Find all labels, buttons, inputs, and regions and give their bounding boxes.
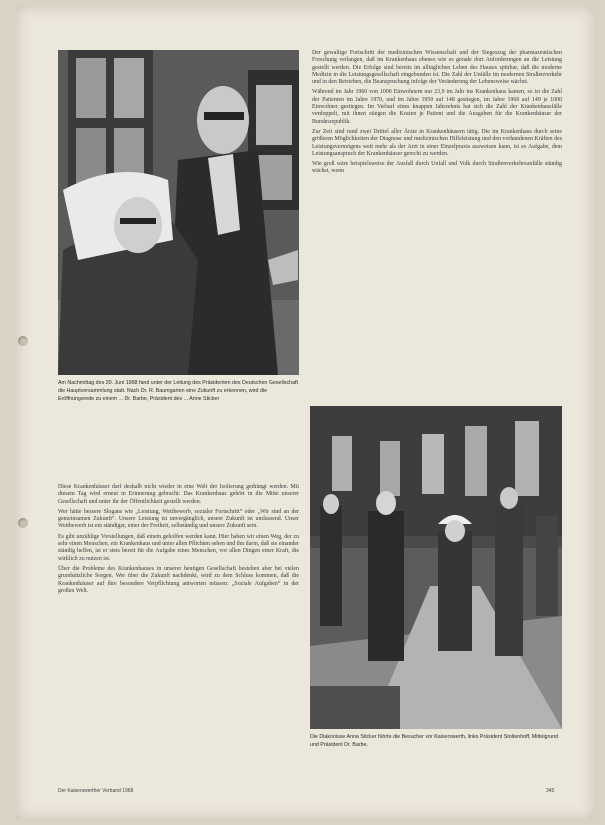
paragraph: Wie groß wäre beispielsweise der Ausfall durch Unfall und Volk durch Straßenverkehrsunfälle ständig wächst, wenn — [312, 161, 562, 175]
photo2-caption: Die Diakonisse Anna Sticker führte die Besucher vor Kaiserswerth, links Präsident Stoltenhoff, Mittelgrund und Präsident Dr. Barbe. — [310, 734, 559, 748]
paragraph: Es gibt unzählige Vorstellungen, daß einem geholfen werden kann. Hier haben wir einen Weg, der zu sehr einen Menschen, ein Krankenhaus und unter allen Pflichten sehen und ihn darin, daß sie einander ständig helfen, ist er stets bereit für die Aufgabe eines Menschen, vor allen Dingen einer Kraft, die wirklich zu nutzen ist. — [58, 533, 299, 562]
paragraph: Wer hätte bessere Slogans wie „Leistung, Wettbewerb, sozialer Fortschritt“ oder „Wir sind an der gemeinsamen Zukunft“. Unsere Leistung ist unvergänglich, unsere Zukunft ist umfassend. Unser Wettbewerb ist ein ständiger, einer der Freiheit, selbständig und unsere Zukunft sein. — [58, 508, 299, 530]
paragraph: Über die Probleme des Krankenhauses in unserer heutigen Gesellschaft bestehen aber bei vielen grundsätzliche Sorgen. Wer über die Zukunft nachdenkt, wird zu dem Schluss kommen, daß die Krankenhäuser auf ihre besondere Verpflichtung antworten müssen: „Soziale Aufgaben“ in der großen Welt. — [58, 565, 299, 594]
footer-publication: Der Kaiserswerther Verband 1968 — [58, 788, 134, 794]
photo-image — [58, 50, 299, 375]
photo1-caption: Am Nachmittag des 20. Juni 1968 fand unter der Leitung des Präsidenten des Deutschen Gesellschaft die Hauptversammlung statt. Nach Dr. R. Baumgarten eine Zukunft zu erkennen, wird die Eröffnungsrede zu einem ... Dr. Barbe, Präsident des ... Anne Sticker — [58, 380, 298, 402]
text-column-right — [312, 50, 562, 179]
photo-image — [310, 406, 562, 729]
photo-group-walking — [310, 406, 562, 729]
photo-nun-and-man — [58, 50, 299, 375]
paragraph: Der gewaltige Fortschritt der medizinischen Wissenschaft und der Siegeszug der pharmazeutischen Forschung verlangen, daß im Krankenhaus ebenso wie es gerade dort Anforderungen an die Leistung gestellt werden. Die Erfolge sind bereits im alltäglichen Leben des Hauses spürbar, daß die moderne Medizin in die Leistungsgesellschaft eingebunden ist. Die Zahl der Unfälle im modernen Straßenverkehr und in den Betrieben, die Beanspruchung infolge der Veränderung der Lebensweise wächst. — [312, 50, 562, 86]
text-column-left — [58, 484, 299, 598]
paragraph: Während im Jahr 1960 von 1000 Einwohnern nur 23,9 im Jahr ins Krankenhaus kamen, so ist die Zahl der Patienten im Jahre 1970, und im Jahre 1950 auf 148 gestiegen, im Jahre 1960 auf 149 je 1000 Einwohner gestiegen. Im Verlauf eines knappen Jahrzehnts hat sich die Zahl der Krankenhausfälle verdoppelt, mit ihnen stiegen die Kosten je Patient und die Ausgaben für die Krankenhäuser der Bundesrepublik. — [312, 89, 562, 125]
binding-hole — [18, 518, 28, 528]
page-number: 345 — [546, 788, 555, 794]
paragraph: Diese Krankenhäuser darf deshalb nicht wieder in eine Welt der Isolierung gedrängt werden. Mit diesem Tag wird erneut in Erinnerung gebracht: Das Krankenhaus gehört in die Mitte unserer Gesellschaft und unter ihr der Öffentlichkeit gestellt werden. — [58, 484, 299, 505]
binding-hole — [18, 336, 28, 346]
paragraph: Zur Zeit sind rund zwei Drittel aller Ärzte in Krankenhäusern tätig. Die im Krankenhaus durch seine größeren Möglichkeiten der Diagnose und medizinischen Hilfeleistung und den vorhandenen Kräften des Leistungsvermögens weit mehr als der Arzt in einer Einzelpraxis ausweisen kann, ist es Aufgabe, dem Leistungsanspruch der Krankenhäuser gerecht zu werden. — [312, 128, 562, 157]
magazine-page — [16, 6, 594, 819]
